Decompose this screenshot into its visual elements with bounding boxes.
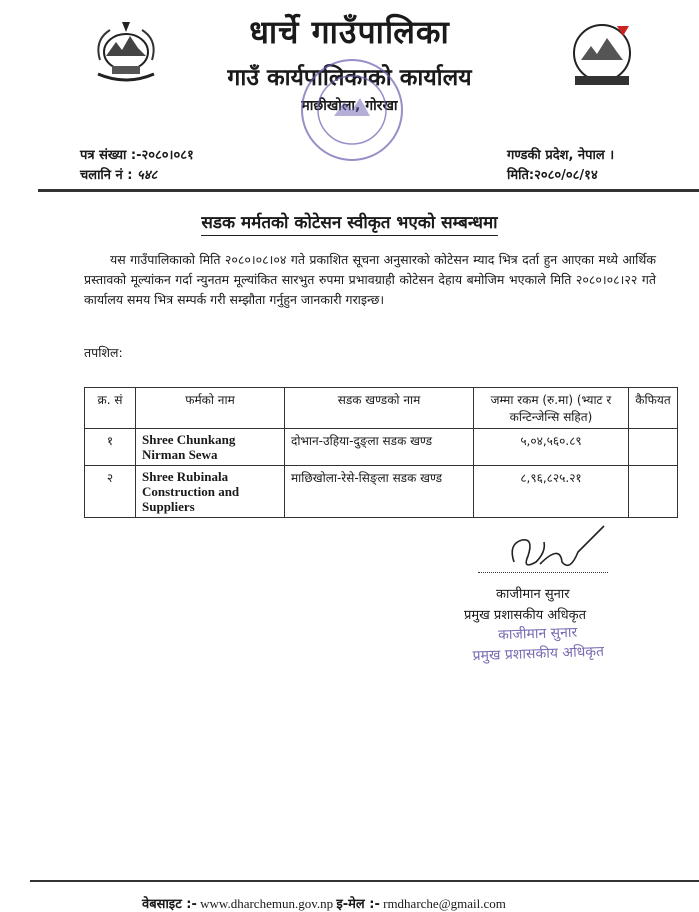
signature-scribble-icon — [500, 522, 610, 578]
signatory-title: प्रमुख प्रशासकीय अधिकृत — [464, 608, 587, 623]
row-amount: ८,९६,८२५.२१ — [474, 466, 629, 518]
email-link[interactable]: rmdharche@gmail.com — [383, 896, 506, 911]
municipality-title: धार्चे गाउँपालिका — [249, 13, 450, 51]
row-remarks — [629, 429, 678, 466]
website-label: वेबसाइट :- — [142, 897, 197, 912]
footer-contact — [142, 894, 506, 912]
reference-right — [507, 146, 614, 186]
municipality-logo-icon — [567, 20, 637, 90]
body-paragraph: यस गाउँपालिकाको मिति २०८०।०८।०४ गते प्रकाशित सूचना अनुसारको कोटेसन म्याद भित्र दर्ता हुन आएका मध्ये आर्थिक प्रस्तावको मूल्यांकन गर्दा न्युनतम मूल्यांकित सारभुत रुपमा प्रभावग्राही कोटेसन देहाय बमोजिम भएकाले मिति २०८०।०८।२२ गते कार्यालय समय भित्र सम्पर्क गरी सम्झौता गर्नुहुन जानकारी गराइन्छ। — [84, 252, 656, 307]
table-row — [85, 466, 678, 518]
date-label: मिति: — [507, 168, 535, 183]
signatory-name: काजीमान सुनार — [496, 587, 570, 602]
stamp-title: प्रमुख प्रशासकीय अधिकृत — [472, 643, 605, 665]
col-remarks: कैफियत — [629, 388, 678, 429]
row-firm: Shree Chunkang Nirman Sewa — [136, 429, 285, 466]
header-divider — [38, 189, 699, 192]
office-seal-icon — [298, 56, 406, 164]
signature-line — [478, 572, 608, 573]
date-value: २०८०/०८/१४ — [534, 168, 598, 183]
row-amount: ५,०४,५६०.८९ — [474, 429, 629, 466]
quotation-table — [84, 387, 678, 518]
col-firm: फर्मको नाम — [136, 388, 285, 429]
chalani-label: चलानि नं : — [80, 168, 133, 183]
chalani-value: ५४८ — [137, 168, 158, 183]
table-header-row — [85, 388, 678, 429]
col-road: सडक खण्डको नाम — [285, 388, 474, 429]
province-text: गण्डकी प्रदेश, नेपाल । — [507, 148, 615, 163]
name-stamp — [447, 621, 628, 667]
row-sn: १ — [85, 429, 136, 466]
col-sn: क्र. सं — [85, 388, 136, 429]
table-row — [85, 429, 678, 466]
patra-value: २०८०।०८१ — [141, 148, 194, 163]
row-road: माछिखोला-रेसे-सिङ्ला सडक खण्ड — [285, 466, 474, 518]
row-sn: २ — [85, 466, 136, 518]
row-remarks — [629, 466, 678, 518]
subject-line — [0, 210, 699, 233]
details-label: तपशिल: — [84, 345, 123, 360]
reference-left — [80, 146, 194, 186]
website-link[interactable]: www.dharchemun.gov.np — [200, 896, 334, 911]
row-firm: Shree Rubinala Construction and Suppliers — [136, 466, 285, 518]
office-address: माछीखोला, गोरखा — [301, 98, 398, 114]
footer-divider — [30, 880, 699, 882]
office-title: गाउँ कार्यपालिकाको कार्यालय — [227, 65, 472, 91]
subject-text: सडक मर्मतको कोटेसन स्वीकृत भएको सम्बन्धमा — [201, 213, 497, 236]
email-label: इ-मेल :- — [336, 897, 380, 912]
col-amount: जम्मा रकम (रु.मा) (भ्याट र कन्टिन्जेन्सि सहित) — [474, 388, 629, 429]
stamp-name: काजीमान सुनार — [497, 624, 578, 644]
patra-label: पत्र संख्या :- — [80, 148, 142, 163]
row-road: दोभान-उहिया-दुङ्ला सडक खण्ड — [285, 429, 474, 466]
